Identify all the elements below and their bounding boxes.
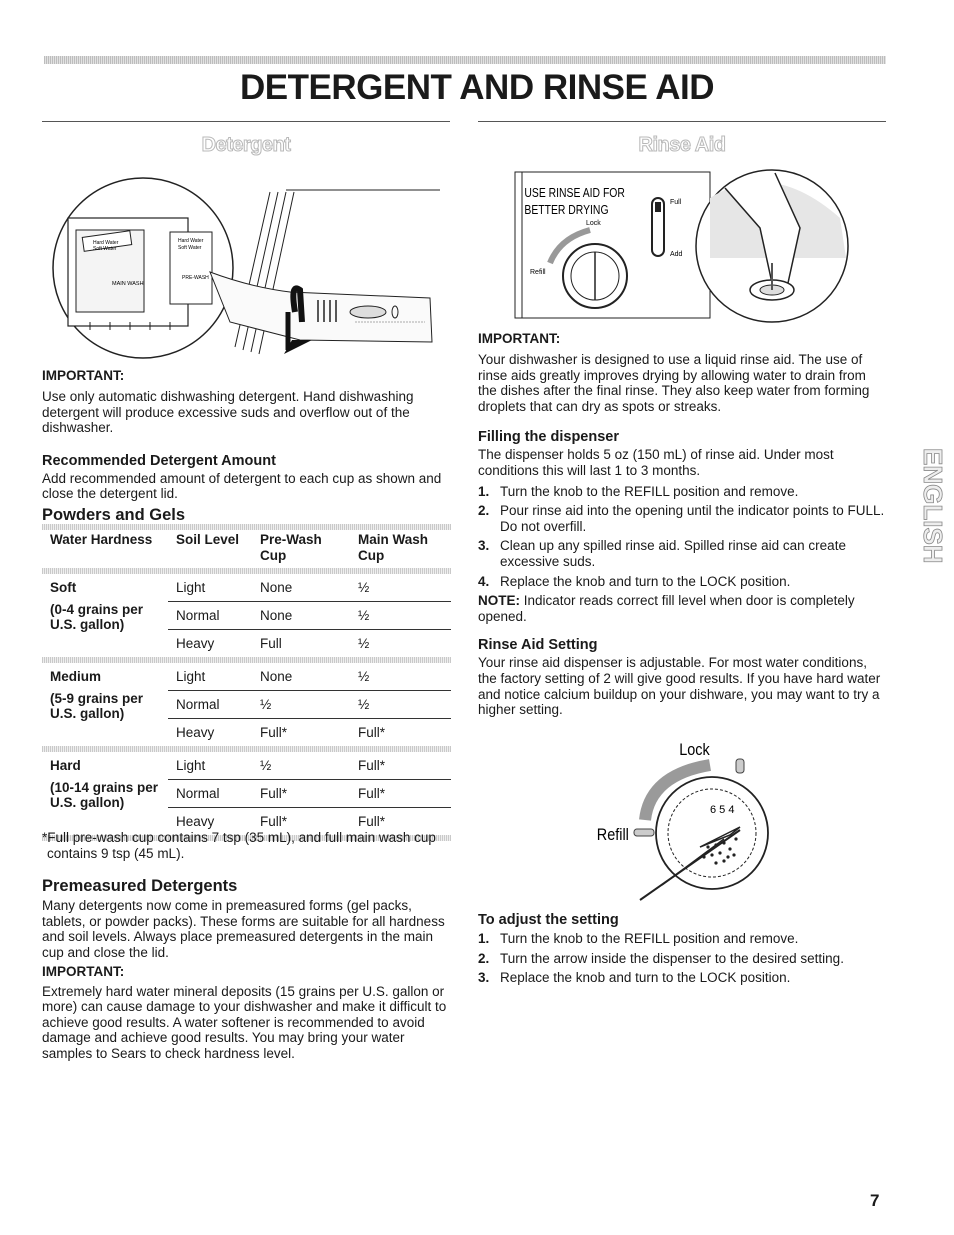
hard-water-label: Hard Water: [93, 240, 119, 246]
rinse-important-text: Your dishwasher is designed to use a liquid rinse aid. The use of rinse aids greatly improves drying by allowing water to drain from the dishes after the final rinse. They also keep water from forming droplets that can dry as spots or streaks.: [478, 352, 870, 414]
soil-level-cell: Normal: [168, 602, 252, 630]
header-pre-wash: Pre-Wash Cup: [260, 532, 322, 563]
use-rinse-aid-label: USE RINSE AID FOR: [524, 185, 625, 201]
filling-dispenser-text: The dispenser holds 5 oz (150 mL) of rinse aid. Under most conditions this will last 1 to 3 months.: [478, 447, 834, 478]
detergent-important-label: IMPORTANT:: [42, 368, 125, 383]
soil-level-cell: Heavy: [176, 724, 215, 740]
rinse-aid-heading: Rinse Aid: [638, 134, 726, 156]
detergent-important-text: Use only automatic dishwashing detergent. Hand dishwashing detergent will produce excessive suds and overflow out of the dishwasher.: [42, 389, 414, 436]
rinse-aid-dispenser-illustration: [510, 168, 855, 328]
filling-step: 3. Clean up any spilled rinse aid. Spilled rinse aid can create excessive suds.: [478, 538, 846, 569]
right-column-rule: [478, 121, 886, 122]
lock-small-label: Lock: [586, 220, 601, 227]
header-soil-level: Soil Level: [176, 532, 240, 547]
main-wash-cell: ½: [358, 635, 370, 651]
filling-dispenser-heading: Filling the dispenser: [478, 429, 619, 446]
pre-wash-cell: Full*: [260, 724, 288, 740]
pre-wash-cell: ½: [252, 691, 350, 719]
full-label: Full: [670, 199, 682, 206]
rinse-important-label: IMPORTANT:: [478, 331, 561, 346]
pre-wash-cell: Full*: [252, 780, 350, 808]
detergent-dispenser-illustration: [50, 172, 450, 367]
soft-water-label: Soft Water: [93, 246, 117, 252]
filling-step: 4. Replace the knob and turn to the LOCK position.: [478, 573, 791, 589]
table-row: [42, 574, 451, 602]
premeasured-text: Many detergents now come in premeasured forms (gel packs, tablets, or powder packs). These forms are suitable for all hardness and soil levels. Always place premeasured detergents in the main cup and close the lid.: [42, 898, 445, 960]
adjust-step: 1. Turn the knob to the REFILL position and remove.: [478, 931, 799, 946]
important2-label: IMPORTANT:: [42, 963, 125, 979]
fig-hard-water-label: Hard Water: [178, 238, 204, 244]
hardness-name: Soft: [50, 579, 77, 595]
setting-numbers: 6 5 4: [710, 804, 735, 816]
header-water-hardness: Water Hardness: [50, 532, 153, 547]
header-main-wash: Main Wash Cup: [358, 532, 429, 563]
adjust-steps-list: [478, 931, 888, 986]
rinse-knob-illustration: [590, 735, 790, 905]
adjust-setting-heading: To adjust the setting: [478, 912, 619, 928]
pre-wash-cell: ½: [252, 752, 350, 780]
soil-level-cell: Normal: [168, 691, 252, 719]
hardness-detail: (5-9 grains per U.S. gallon): [50, 690, 144, 722]
knob-refill-label: Refill: [596, 825, 629, 845]
table-row: [42, 602, 451, 630]
pre-wash-cell: Full: [260, 635, 282, 651]
table-footnote: *Full pre-wash cup contains 7 tsp (35 mL), and full main wash cup contains 9 tsp (45 mL).: [42, 830, 436, 861]
adjust-step: 3. Replace the knob and turn to the LOCK position.: [478, 970, 791, 986]
soil-level-cell: Normal: [168, 780, 252, 808]
filling-step: 1. Turn the knob to the REFILL position and remove.: [478, 483, 799, 499]
soil-level-cell: Light: [168, 574, 252, 602]
rinse-setting-heading: Rinse Aid Setting: [478, 637, 598, 654]
main-wash-cell: Full*: [358, 724, 386, 740]
main-wash-cell: ½: [350, 691, 451, 719]
page-number: 7: [870, 1191, 880, 1210]
knob-lock-label: Lock: [679, 740, 710, 760]
top-decorative-bar: [44, 56, 886, 64]
main-wash-label: MAIN WASH: [112, 281, 144, 287]
table-row: [42, 663, 451, 691]
hardness-detail: (0-4 grains per U.S. gallon): [50, 601, 144, 633]
pre-wash-cell: Full*: [260, 813, 288, 829]
pre-wash-cell: None: [252, 663, 350, 691]
fig-soft-water-label: Soft Water: [178, 245, 202, 251]
soil-level-cell: Light: [168, 663, 252, 691]
side-tab-text: ENGLISH: [918, 448, 948, 564]
main-wash-cell: ½: [350, 574, 451, 602]
table-row: [42, 780, 451, 808]
left-column-rule: [42, 121, 450, 122]
hardness-detail: (10-14 grains per U.S. gallon): [50, 779, 159, 811]
table-row: [42, 691, 451, 719]
table-body: [42, 574, 451, 841]
rinse-setting-text: Your rinse aid dispenser is adjustable. For most water conditions, the factory setting of 2 will give good results. If you have hard water and notice calcium buildup on your dishware, you may want to try a higher setting.: [478, 655, 881, 718]
hardness-group-table: [42, 663, 451, 746]
main-wash-cell: ½: [350, 602, 451, 630]
pre-wash-label: PRE-WASH: [182, 275, 209, 281]
pre-wash-cell: None: [252, 602, 350, 630]
adjust-step: 2. Turn the arrow inside the dispenser to the desired setting.: [478, 950, 844, 966]
premeasured-heading: Premeasured Detergents: [42, 877, 238, 896]
hardness-name: Medium: [50, 668, 102, 684]
recommended-amount-text: Add recommended amount of detergent to each cup as shown and close the detergent lid.: [42, 470, 442, 502]
better-drying-label: BETTER DRYING: [524, 202, 609, 218]
powders-gels-heading: Powders and Gels: [42, 505, 186, 524]
hardness-name: Hard: [50, 757, 81, 773]
main-wash-cell: Full*: [358, 813, 386, 829]
page-title: DETERGENT AND RINSE AID: [240, 68, 714, 107]
note-paragraph: [478, 593, 888, 624]
important2-text: Extremely hard water mineral deposits (15 grains per U.S. gallon or more) can cause damage to your dishwasher and make it difficult to achieve good results. A water softener is recommended to avoid damage and achieve good results. You may bring your water samples to Sears to check hardness level.: [42, 983, 447, 1061]
filling-steps-list: [478, 484, 888, 590]
note-text: Indicator reads correct fill level when door is completely opened.: [478, 593, 855, 624]
english-side-tab: [904, 448, 948, 622]
soil-level-cell: Heavy: [176, 813, 215, 829]
recommended-amount-heading: Recommended Detergent Amount: [42, 452, 276, 469]
hardness-group-table: [42, 752, 451, 835]
table-row: [42, 752, 451, 780]
detergent-amount-table: [42, 524, 451, 841]
soil-level-cell: Heavy: [176, 635, 215, 651]
detergent-heading: Detergent: [201, 134, 291, 156]
add-label: Add: [670, 251, 683, 258]
table-header-row: [42, 530, 451, 568]
filling-step: 2. Pour rinse aid into the opening until the indicator points to FULL. Do not overfill.: [478, 503, 885, 534]
main-wash-cell: Full*: [350, 752, 451, 780]
note-label: NOTE:: [478, 593, 520, 609]
soil-level-cell: Light: [168, 752, 252, 780]
hardness-group-table: [42, 574, 451, 657]
main-wash-cell: Full*: [350, 780, 451, 808]
main-wash-cell: ½: [350, 663, 451, 691]
refill-small-label: Refill: [530, 269, 546, 276]
pre-wash-cell: None: [252, 574, 350, 602]
